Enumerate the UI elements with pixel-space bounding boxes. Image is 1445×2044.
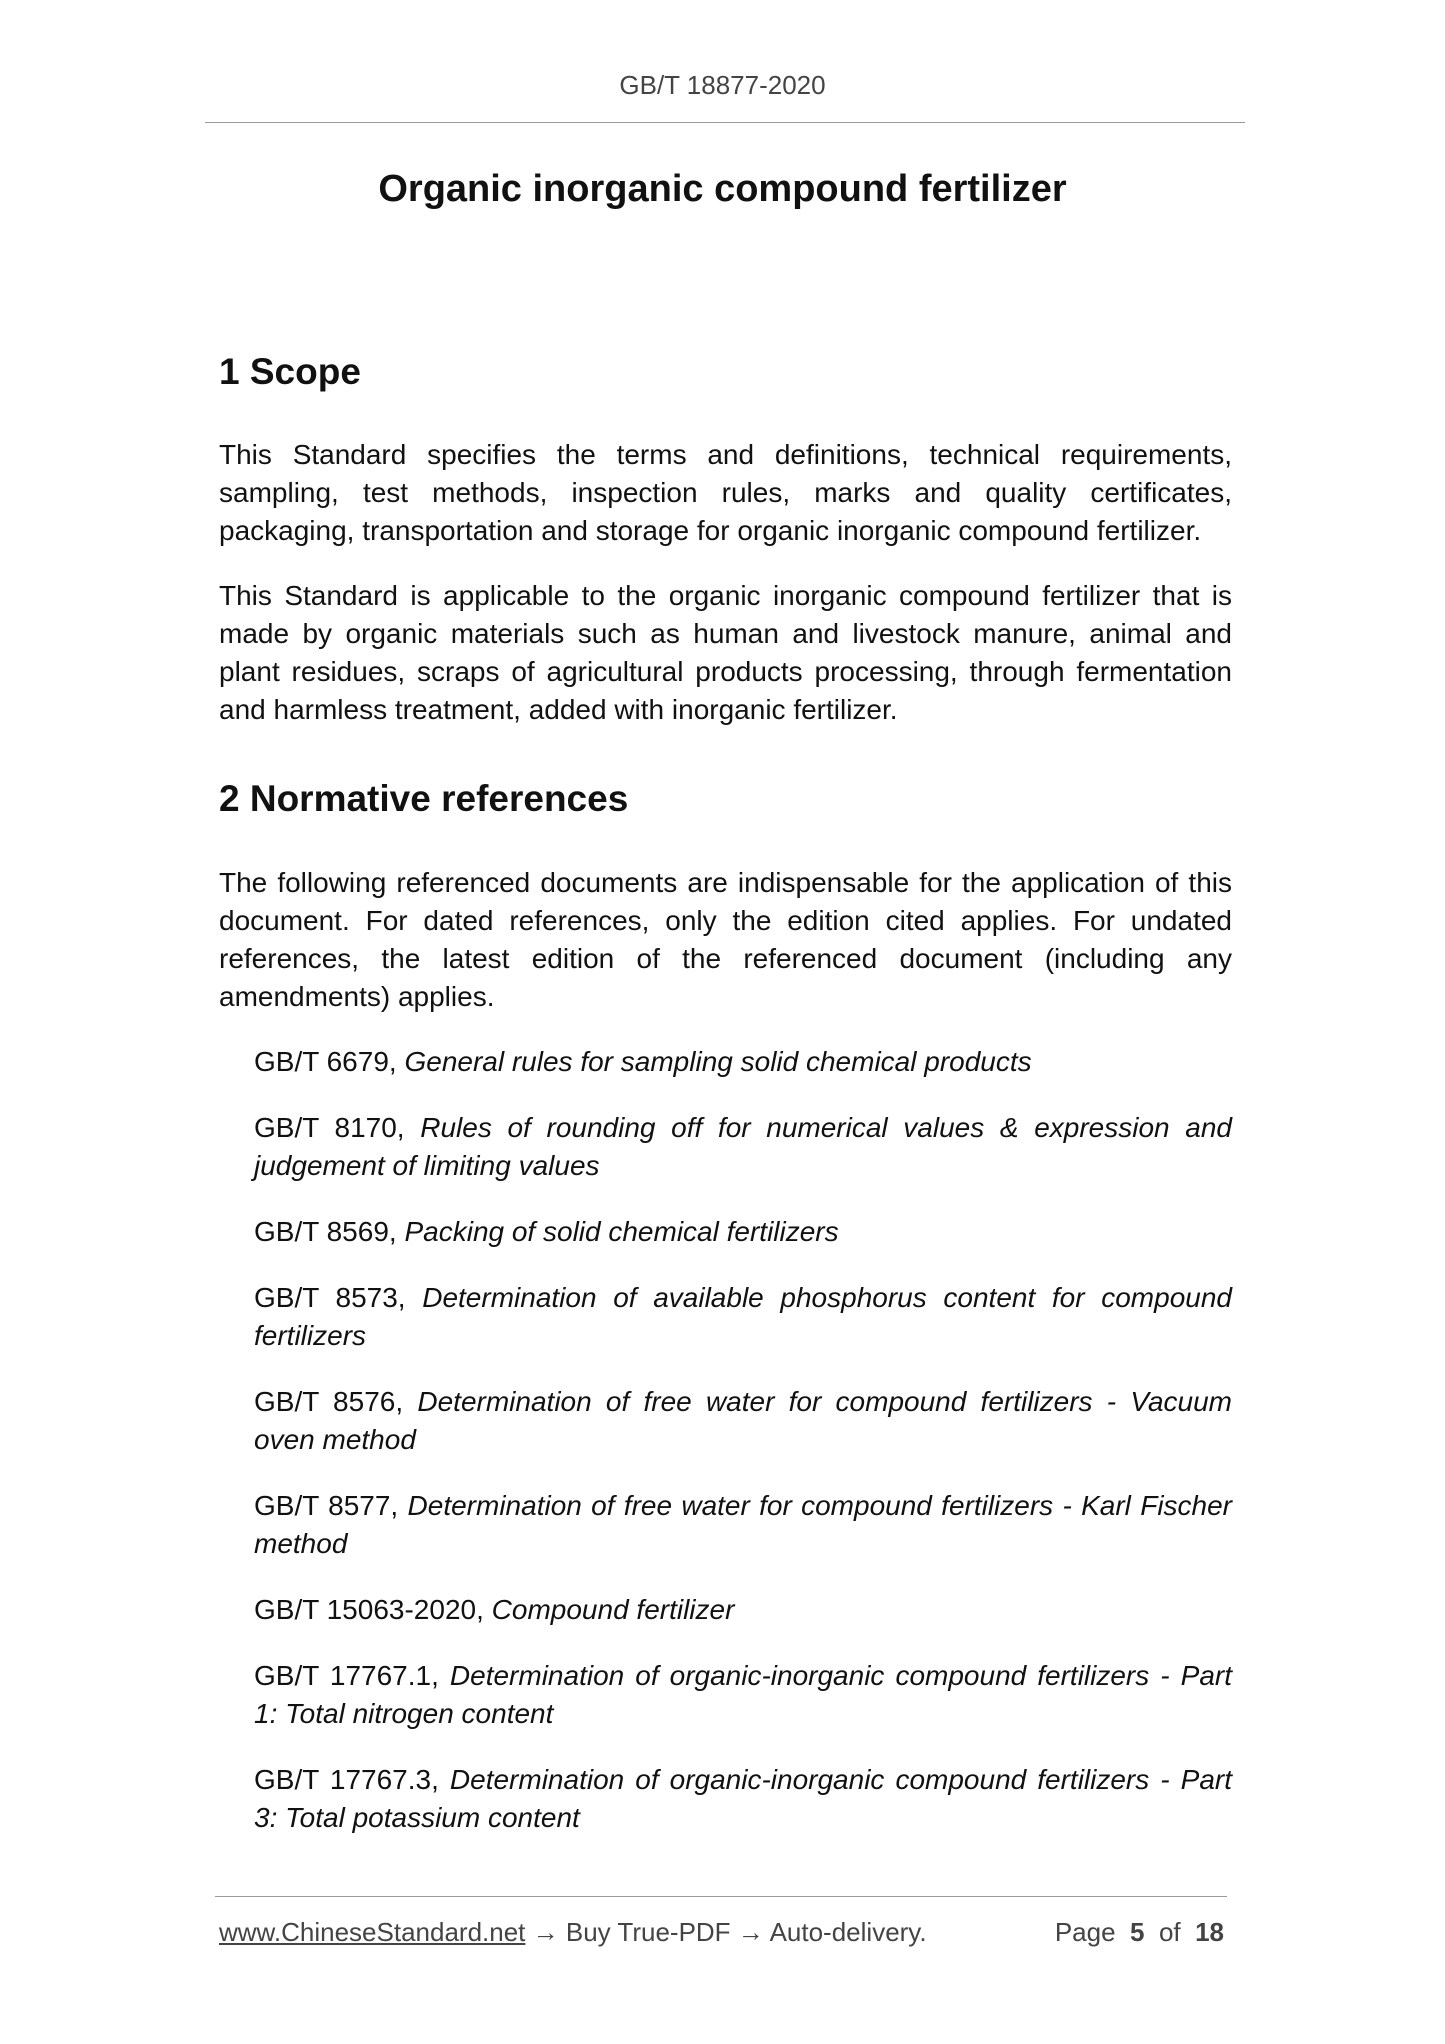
reference-code: GB/T 17767.3, [254,1763,439,1795]
reference-title: Determination of free water for compound fertilizers - Karl Fischer method [254,1489,1233,1559]
reference-title: Determination of organic-inorganic compound fertilizers - Part 1: Total nitrogen content [254,1659,1233,1729]
page-number [1055,1917,1224,1948]
reference-code: GB/T 17767.1, [254,1659,439,1691]
reference-code: GB/T 8576, [254,1385,404,1417]
reference-title: Determination of available phosphorus content for compound fertilizers [254,1281,1232,1351]
running-header: GB/T 18877-2020 [619,70,826,100]
footer-divider [215,1896,1227,1897]
footer-tagline: → Buy True-PDF → Auto-delivery. [525,1917,927,1947]
header-divider [205,122,1245,123]
reference-title: Compound fertilizer [491,1593,735,1625]
reference-code: GB/T 8170, [254,1111,405,1143]
reference-title: Rules of rounding off for numerical values & expression and judgement of limiting values [254,1111,1232,1181]
reference-title: Determination of free water for compound fertilizers - Vacuum oven method [254,1385,1233,1455]
document-body [219,350,1232,1865]
reference-code: GB/T 8577, [254,1489,399,1521]
reference-item [254,1761,1232,1837]
reference-item [254,1043,1232,1081]
document-title: Organic inorganic compound fertilizer [378,168,1067,210]
reference-list [254,1043,1232,1837]
reference-item [254,1591,1232,1629]
section-heading-normative-references: 2 Normative references [219,778,629,820]
reference-code: GB/T 8573, [254,1281,406,1313]
reference-title: General rules for sampling solid chemical products [404,1045,1032,1077]
scope-paragraph: This Standard specifies the terms and definitions, technical requirements, sampling, test methods, inspection rules, marks and quality certificates, packaging, transportation and storage for organic inorganic compound fertilizer. [219,439,1232,547]
section-heading-scope: 1 Scope [219,351,361,392]
reference-item [254,1657,1232,1733]
reference-item [254,1383,1232,1459]
references-intro-paragraph: The following referenced documents are indispensable for the application of this document. For dated references, only the edition cited applies. For undated references, the latest edition of the referenced document (including any amendments) applies. [219,866,1232,1012]
page-of-label: of [1158,1917,1181,1947]
scope-paragraph: This Standard is applicable to the organic inorganic compound fertilizer that is made by organic materials such as human and livestock manure, animal and plant residues, scraps of agricultural products processing, through fermentation and harmless treatment, added with inorganic fertilizer. [219,580,1232,726]
reference-item [254,1487,1232,1563]
reference-item [254,1279,1232,1355]
reference-title: Determination of organic-inorganic compound fertilizers - Part 3: Total potassium content [254,1763,1233,1833]
page-current: 5 [1130,1917,1145,1947]
reference-title: Packing of solid chemical fertilizers [404,1215,839,1247]
reference-code: GB/T 15063-2020, [254,1593,484,1625]
reference-item [254,1213,1232,1251]
page-total: 18 [1195,1917,1224,1947]
website-link[interactable]: www.ChineseStandard.net [219,1917,526,1947]
reference-code: GB/T 8569, [254,1215,397,1247]
reference-item [254,1109,1232,1185]
reference-code: GB/T 6679, [254,1045,397,1077]
page-label: Page [1054,1917,1116,1947]
footer-promo [219,1917,927,1948]
